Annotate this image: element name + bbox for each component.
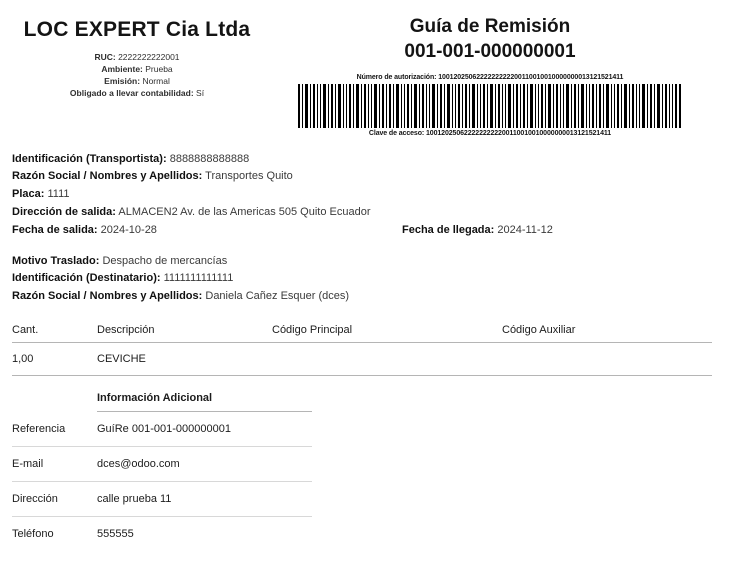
table-header-row [12, 324, 712, 343]
additional-info-title: Información Adicional [97, 392, 312, 412]
company-ambiente-value: Prueba [145, 63, 173, 74]
company-ruc-value: 2222222222001 [118, 51, 180, 62]
field-label: Motivo Traslado: [12, 254, 100, 267]
authorization-line [262, 74, 718, 81]
table-row [12, 343, 712, 376]
additional-info-key: Teléfono [12, 528, 54, 541]
field-label: Razón Social / Nombres y Apellidos: [12, 170, 203, 183]
field-value: 2024-11-12 [497, 223, 553, 236]
authorization-number: 1001202506222222222200110010010000000013121521411 [438, 73, 624, 81]
company-meta [12, 51, 262, 100]
cell-cantidad: 1,00 [12, 343, 97, 376]
additional-info-spacer [12, 392, 97, 412]
list-item [12, 447, 312, 482]
document-title: Guía de Remisión [409, 16, 571, 37]
lines-table-body [12, 343, 712, 376]
access-key-value: 1001202506222222222200110010010000000013121521411 [425, 129, 612, 137]
additional-info-head [12, 392, 312, 412]
field-transportista-name [12, 168, 718, 186]
lines-table [12, 324, 712, 376]
field-destinatario-id [12, 270, 718, 288]
access-key-label: Clave de acceso: [368, 129, 425, 137]
column-header-cantidad: Cant. [12, 324, 97, 343]
list-item [12, 517, 312, 552]
additional-info-table [12, 392, 312, 551]
detail-fields [0, 137, 730, 307]
field-transportista-id [12, 151, 718, 169]
field-label: Fecha de salida: [12, 223, 98, 236]
additional-info-key: Referencia [12, 412, 97, 447]
company-contabilidad-label: Obligado a llevar contabilidad: [69, 88, 194, 99]
field-label: Identificación (Destinatario): [12, 272, 161, 285]
company-block [12, 12, 262, 100]
column-header-codigo-principal: Código Principal [272, 324, 502, 343]
additional-info-value: calle prueba 11 [97, 482, 312, 517]
field-value: 8888888888888 [169, 152, 250, 165]
company-meta-row [12, 63, 262, 75]
field-value: ALMACEN2 Av. de las Americas 505 Quito Ecuador [118, 206, 371, 219]
additional-info-body [12, 412, 312, 552]
column-header-descripcion: Descripción [97, 324, 272, 343]
field-label: Placa: [12, 188, 45, 201]
additional-info-title-row [12, 392, 312, 412]
field-label: Dirección de salida: [12, 206, 116, 219]
access-key-line [262, 130, 718, 137]
lines-table-head [12, 324, 712, 343]
authorization-label: Número de autorización: [356, 73, 437, 81]
fields-spacer [12, 240, 718, 253]
field-fecha-llegada [402, 222, 718, 240]
company-meta-row [12, 87, 262, 99]
barcode-container [297, 84, 683, 128]
field-label: Razón Social / Nombres y Apellidos: [12, 290, 203, 303]
cell-descripcion: CEVICHE [97, 343, 272, 376]
field-value: 2024-10-28 [100, 223, 157, 236]
dates-row [12, 222, 718, 240]
company-meta-row [12, 75, 262, 87]
barcode-code128 [297, 84, 683, 128]
cell-codigo-auxiliar [502, 343, 712, 376]
company-emision-value: Normal [142, 76, 170, 87]
additional-info-key: E-mail [12, 447, 97, 482]
field-value: 1111 [47, 188, 70, 201]
list-item [12, 412, 312, 447]
field-label: Fecha de llegada: [402, 223, 495, 236]
field-fecha-salida [12, 222, 402, 240]
column-header-codigo-auxiliar: Código Auxiliar [502, 324, 712, 343]
additional-info-key: Dirección [12, 482, 97, 517]
document-identity-block [262, 12, 718, 137]
field-value: Transportes Quito [205, 170, 293, 183]
field-value: Despacho de mercancías [102, 254, 228, 267]
cell-codigo-principal [272, 343, 502, 376]
company-ambiente-label: Ambiente: [101, 63, 143, 74]
additional-info-value: 555555 [97, 528, 134, 541]
field-value: Daniela Cañez Esquer (dces) [205, 290, 350, 303]
document-header [0, 0, 730, 137]
field-value: 1111111111111 [163, 272, 234, 285]
additional-info-value: dces@odoo.com [97, 447, 312, 482]
field-label: Identificación (Transportista): [12, 152, 167, 165]
company-emision-label: Emisión: [104, 76, 141, 87]
additional-info-value: GuíRe 001-001-000000001 [97, 412, 312, 447]
company-meta-row [12, 51, 262, 63]
company-contabilidad-value: Sí [196, 88, 205, 99]
company-ruc-label: RUC: [94, 51, 116, 62]
field-placa [12, 186, 718, 204]
company-name: LOC EXPERT Cia Ltda [23, 18, 251, 41]
document-number: 001-001-000000001 [404, 40, 576, 62]
field-destinatario-name [12, 288, 718, 306]
field-motivo-traslado [12, 253, 718, 271]
field-direccion-salida [12, 204, 718, 222]
list-item [12, 482, 312, 517]
